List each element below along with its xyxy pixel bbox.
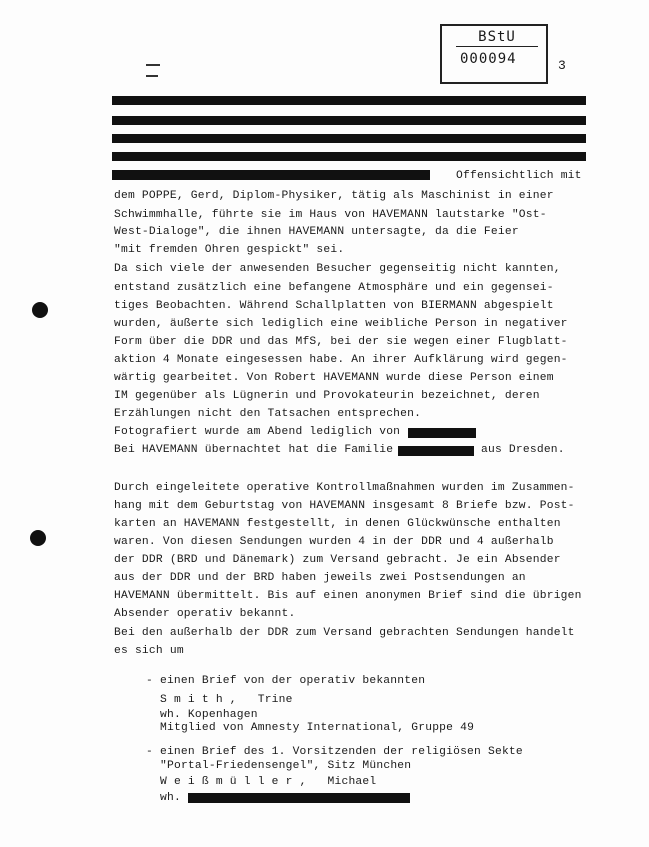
text-line: "mit fremden Ohren gespickt" sei. bbox=[114, 244, 345, 256]
text-line: IM gegenüber als Lügnerin und Provokateurin bezeichnet, deren bbox=[114, 390, 540, 402]
redaction-bar bbox=[112, 152, 586, 161]
text-line: Absender operativ bekannt. bbox=[114, 608, 296, 620]
redaction-bar bbox=[112, 96, 586, 105]
text-line: Form über die DDR und das MfS, bei der sie wegen einer Flugblatt- bbox=[114, 336, 568, 348]
text-line: karten an HAVEMANN festgestellt, in denen Glückwünsche enthalten bbox=[114, 518, 561, 530]
page-number: 3 bbox=[558, 58, 566, 73]
person-name: S m i t h , Trine bbox=[160, 694, 293, 706]
stamp-label: BStU bbox=[456, 28, 538, 47]
text-line: Schwimmhalle, führte sie im Haus von HAVEMANN lautstarke "Ost- bbox=[114, 209, 547, 221]
list-item-intro: - einen Brief von der operativ bekannten bbox=[146, 675, 426, 687]
redaction-bar bbox=[112, 170, 430, 180]
text-line: entstand zusätzlich eine befangene Atmosphäre und ein gegensei- bbox=[114, 282, 554, 294]
person-residence: wh. bbox=[160, 792, 181, 804]
sect-name: "Portal-Friedensengel", Sitz München bbox=[160, 760, 412, 772]
redaction-bar bbox=[188, 793, 410, 803]
text-line: West-Dialoge", die ihnen HAVEMANN untersagte, da die Feier bbox=[114, 226, 519, 238]
text-line: aus Dresden. bbox=[481, 444, 565, 456]
punch-hole bbox=[30, 530, 46, 546]
text-line: Offensichtlich mit bbox=[456, 170, 582, 182]
text-line: es sich um bbox=[114, 645, 184, 657]
text-line: tiges Beobachten. Während Schallplatten von BIERMANN abgespielt bbox=[114, 300, 554, 312]
archive-stamp bbox=[440, 24, 548, 84]
text-line: waren. Von diesen Sendungen wurden 4 in der DDR und 4 außerhalb bbox=[114, 536, 554, 548]
text-line: dem POPPE, Gerd, Diplom-Physiker, tätig als Maschinist in einer bbox=[114, 190, 554, 202]
person-residence: wh. Kopenhagen bbox=[160, 709, 258, 721]
margin-mark bbox=[146, 64, 160, 66]
text-line: Erzählungen nicht den Tatsachen entsprechen. bbox=[114, 408, 422, 420]
text-line: wurden, äußerte sich lediglich eine weibliche Person in negativer bbox=[114, 318, 568, 330]
redaction-bar bbox=[112, 134, 586, 143]
text-line: Bei den außerhalb der DDR zum Versand gebrachten Sendungen handelt bbox=[114, 627, 575, 639]
redaction-bar bbox=[112, 116, 586, 125]
margin-mark bbox=[146, 75, 158, 77]
text-line: hang mit dem Geburtstag von HAVEMANN insgesamt 8 Briefe bzw. Post- bbox=[114, 500, 575, 512]
text-line: der DDR (BRD und Dänemark) zum Versand gebracht. Je ein Absender bbox=[114, 554, 561, 566]
text-line: wärtig gearbeitet. Von Robert HAVEMANN wurde diese Person einem bbox=[114, 372, 554, 384]
redaction-bar bbox=[398, 446, 474, 456]
person-name: W e i ß m ü l l e r , Michael bbox=[160, 776, 377, 788]
text-line: Fotografiert wurde am Abend lediglich von bbox=[114, 426, 401, 438]
text-line: Da sich viele der anwesenden Besucher gegenseitig nicht kannten, bbox=[114, 263, 561, 275]
stamp-number: 000094 bbox=[460, 51, 517, 67]
punch-hole bbox=[32, 302, 48, 318]
text-line: Durch eingeleitete operative Kontrollmaßnahmen wurden im Zusammen- bbox=[114, 482, 575, 494]
text-line: aktion 4 Monate eingesessen habe. An ihrer Aufklärung wird gegen- bbox=[114, 354, 568, 366]
person-affiliation: Mitglied von Amnesty International, Gruppe 49 bbox=[160, 722, 475, 734]
text-line: Bei HAVEMANN übernachtet hat die Familie bbox=[114, 444, 394, 456]
list-item-intro: - einen Brief des 1. Vorsitzenden der religiösen Sekte bbox=[146, 746, 523, 758]
text-line: aus der DDR und der BRD haben jeweils zwei Postsendungen an bbox=[114, 572, 526, 584]
redaction-bar bbox=[408, 428, 476, 438]
text-line: HAVEMANN übermittelt. Bis auf einen anonymen Brief sind die übrigen bbox=[114, 590, 582, 602]
